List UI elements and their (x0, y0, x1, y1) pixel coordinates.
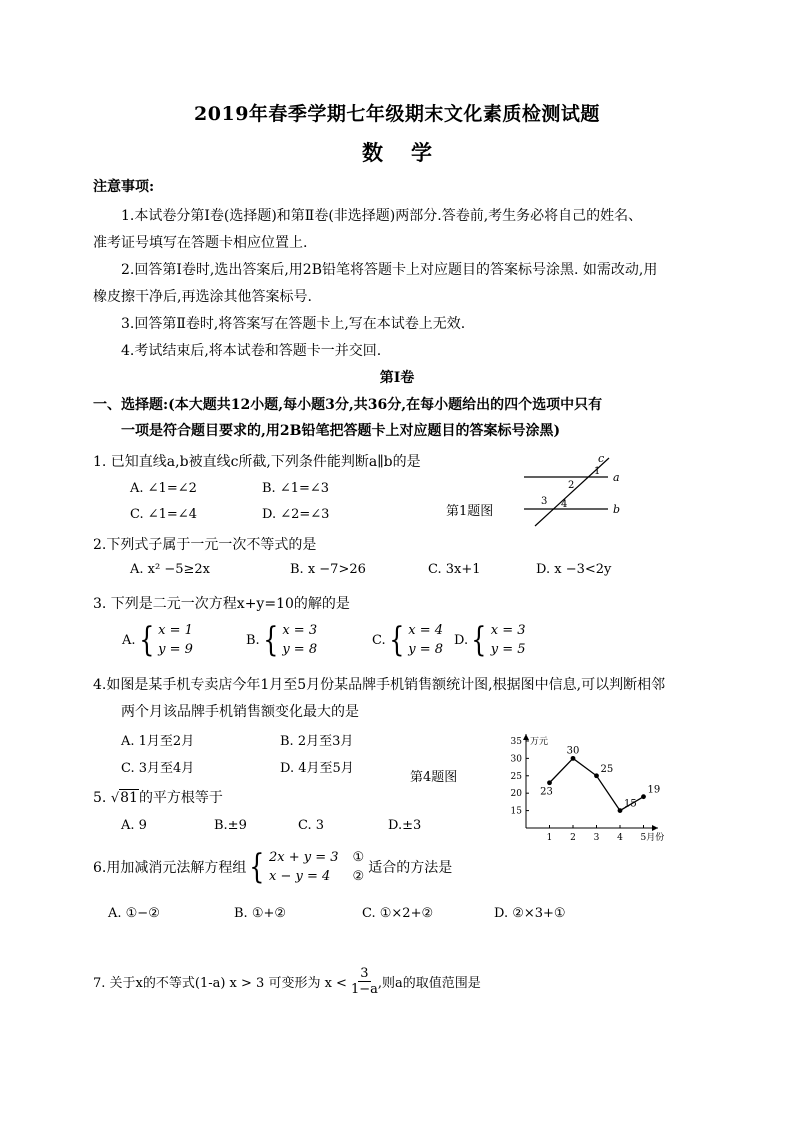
q7-stem-pre: 7. 关于x的不等式(1-a) x > 3 可变形为 x < (93, 976, 347, 991)
x-tick-label: 1 (546, 833, 553, 843)
label-c: c (598, 452, 605, 465)
angle-1-label: 1 (594, 466, 601, 477)
data-point (571, 756, 576, 761)
y-tick-label: 15 (510, 806, 522, 817)
q1-stem: 1. 已知直线a,b被直线c所截,下列条件能判断a∥b的是 (93, 454, 421, 470)
q5-radicand: 81 (120, 790, 138, 806)
y-tick-label: 20 (510, 789, 522, 800)
q6-option-b: B. ①+② (234, 906, 287, 921)
q3-option-c-label: C. (372, 632, 386, 648)
y-axis-label: 万元 (530, 737, 549, 747)
data-label: 15 (624, 798, 637, 810)
exam-title: 2019年春季学期七年级期末文化素质检测试题 (194, 103, 600, 125)
q6-option-c: C. ①×2+② (362, 906, 434, 921)
x-axis-arrow (652, 825, 658, 831)
q2-stem: 2.下列式子属于一元一次不等式的是 (93, 537, 317, 553)
q2-option-d: D. x −3<2y (536, 562, 612, 577)
q3-stem: 3. 下列是二元一次方程x+y=10的解的是 (93, 596, 350, 612)
q4-stem: 4.如图是某手机专卖店今年1月至5月份某品牌手机销售额统计图,根据图中信息,可以判断相邻 (93, 677, 666, 693)
notice-item-1-cont: 准考证号填写在答题卡相应位置上. (93, 235, 308, 251)
y-tick-label: 25 (510, 771, 522, 782)
notice-item-1: 1.本试卷分第Ⅰ卷(选择题)和第Ⅱ卷(非选择题)两部分.答卷前,考生务必将自己的姓名、 (121, 208, 643, 224)
y-tick-label: 35 (510, 736, 522, 747)
y-tick-label: 30 (510, 754, 522, 765)
label-a: a (613, 471, 620, 484)
q3-option-a-label: A. (122, 632, 136, 648)
q3-a-eq2: y = 9 (158, 642, 193, 657)
data-point (547, 780, 552, 785)
data-point (641, 794, 646, 799)
q3-a-eq1: x = 1 (158, 623, 193, 638)
notice-item-4: 4.考试结束后,将本试卷和答题卡一并交回. (121, 343, 382, 359)
q3-c-eq2: y = 8 (408, 642, 444, 657)
q7-frac-den: 1−a (350, 982, 378, 997)
q5-stem: 5. √81的平方根等于 (93, 790, 223, 806)
q6-mark1: ① (352, 850, 365, 865)
q5-number: 5. (93, 790, 107, 806)
q5-option-a: A. 9 (121, 818, 147, 833)
q4-option-a: A. 1月至2月 (121, 734, 195, 749)
q6-stem-post: 适合的方法是 (368, 860, 453, 876)
angle-3-label: 3 (541, 496, 548, 507)
q3-option-a: A. { x = 1 y = 9 (122, 620, 193, 660)
q3-c-eq1: x = 4 (408, 623, 444, 638)
q5-option-d: D.±3 (388, 818, 422, 833)
q4-line-chart (500, 728, 690, 844)
data-label: 30 (566, 745, 580, 757)
x-tick-label: 2 (570, 833, 576, 843)
q3-option-d: D. { x = 3 y = 5 (454, 620, 526, 660)
x-tick-label: 3 (593, 833, 600, 843)
q3-option-d-label: D. (454, 632, 469, 648)
q7-stem (93, 966, 481, 997)
subject-title: 数学 (362, 140, 460, 165)
q4-figure-caption: 第4题图 (410, 770, 458, 785)
q3-b-eq1: x = 3 (282, 623, 318, 638)
q2-option-a: A. x² −5≥2x (130, 562, 210, 577)
data-label: 25 (600, 763, 614, 775)
q3-option-c: C. { x = 4 y = 8 (372, 620, 444, 660)
q3-b-eq2: y = 8 (282, 642, 318, 657)
x-tick-label: 5月份 (640, 833, 665, 843)
q4-stem-cont: 两个月该品牌手机销售额变化最大的是 (121, 704, 359, 720)
notice-item-2: 2.回答第Ⅰ卷时,选出答案后,用2B铅笔将答题卡上对应题目的答案标号涂黑. 如需改动,用 (121, 262, 658, 278)
q6-eq1: 2x + y = 3 (269, 850, 339, 865)
q2-option-c: C. 3x+1 (428, 562, 481, 577)
q5-option-b: B.±9 (214, 818, 247, 833)
volume-title: 第Ⅰ卷 (379, 370, 415, 386)
q7-frac-num: 3 (360, 966, 369, 981)
notice-item-2-cont: 橡皮擦干净后,再选涂其他答案标号. (93, 289, 312, 305)
q5-option-c: C. 3 (298, 818, 325, 833)
y-axis-arrow (523, 734, 529, 740)
q2-option-b: B. x −7>26 (290, 562, 366, 577)
notice-item-3: 3.回答第Ⅱ卷时,将答案写在答题卡上,写在本试卷上无效. (121, 316, 466, 332)
notice-heading: 注意事项: (93, 179, 155, 195)
q6-eq2: x − y = 4 (269, 869, 331, 884)
q6-mark2: ② (352, 869, 365, 884)
q1-option-c: C. ∠1=∠4 (130, 507, 197, 522)
angle-2-label: 2 (568, 480, 575, 491)
section1-heading-cont: 一项是符合题目要求的,用2B铅笔把答题卡上对应题目的答案标号涂黑) (121, 423, 561, 439)
data-label: 23 (540, 786, 553, 798)
q1-option-b: B. ∠1=∠3 (262, 481, 330, 496)
data-label: 19 (647, 784, 661, 796)
q5-stem-text: 的平方根等于 (138, 790, 223, 806)
q1-option-d: D. ∠2=∠3 (262, 507, 330, 522)
data-point (618, 808, 623, 813)
x-tick-label: 4 (617, 833, 623, 843)
q4-option-d: D. 4月至5月 (280, 761, 354, 776)
q1-option-a: A. ∠1=∠2 (130, 481, 197, 496)
angle-4-label: 4 (561, 499, 568, 510)
q3-d-eq2: y = 5 (490, 642, 526, 657)
q6-option-d: D. ②×3+① (494, 906, 566, 921)
q6-stem-pre: 6.用加减消元法解方程组 (93, 860, 247, 876)
q1-figure-caption: 第1题图 (446, 504, 494, 519)
q6-stem: 6.用加减消元法解方程组 { 2x + y = 3 x − y = 4 ① ② 适合的方法是 (93, 847, 453, 887)
q6-option-a: A. ①−② (108, 906, 160, 921)
q7-stem-post: ,则a的取值范围是 (377, 976, 481, 991)
q4-option-b: B. 2月至3月 (280, 734, 354, 749)
q3-d-eq1: x = 3 (490, 623, 526, 638)
data-point (594, 773, 599, 778)
label-b: b (613, 503, 621, 516)
q3-option-b: B. { x = 3 y = 8 (246, 620, 318, 660)
section1-heading: 一、选择题:(本大题共12小题,每小题3分,共36分,在每小题给出的四个选项中只有 (93, 397, 603, 413)
q4-option-c: C. 3月至4月 (121, 761, 195, 776)
q1-figure (518, 450, 628, 530)
q3-option-b-label: B. (246, 632, 260, 648)
